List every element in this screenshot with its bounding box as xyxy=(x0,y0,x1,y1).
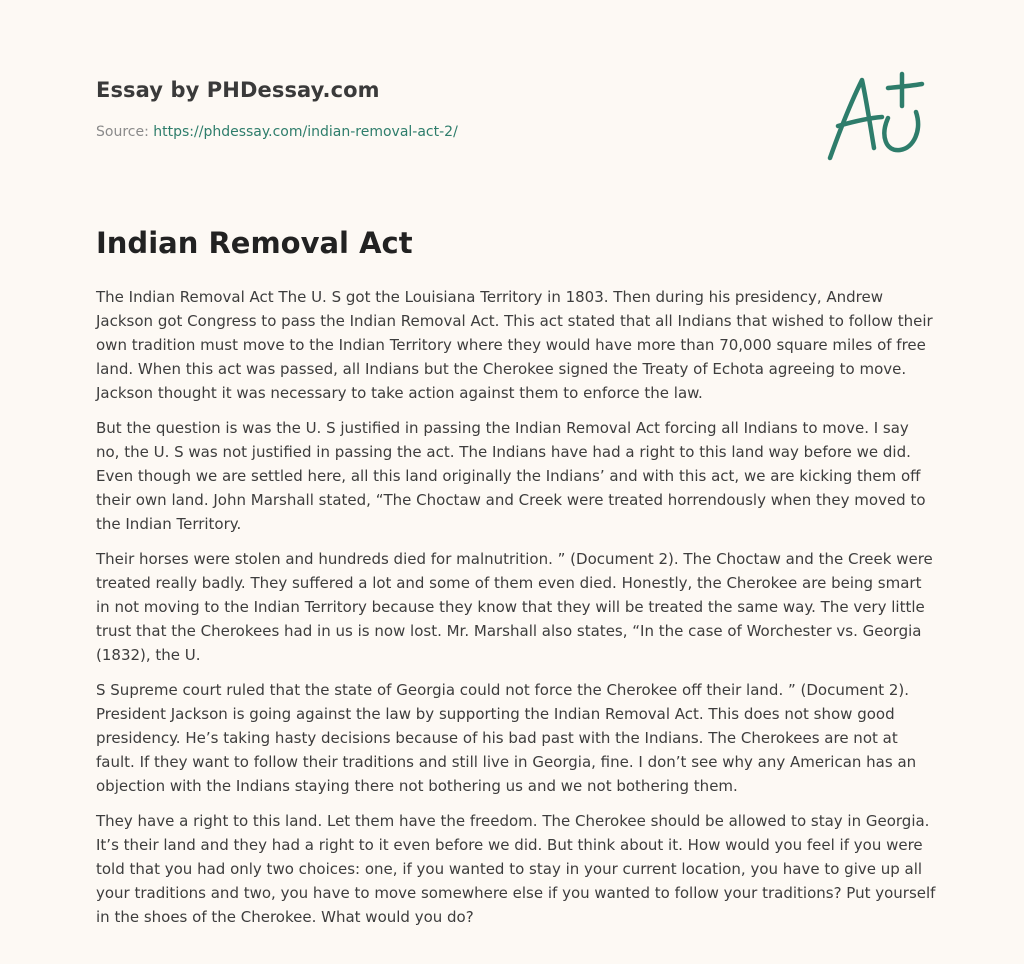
essay-paragraph: But the question is was the U. S justified in passing the Indian Removal Act forcing all Indians to move. I say no, the U. S was not justified in passing the act. The Indians have had a right to this land way before we did. Even though we are settled here, all this land originally the Indians’ and with this act, we are kicking them off their own land. John Marshall stated, “The Choctaw and Creek were treated horrendously when they moved to the Indian Territory. xyxy=(96,419,926,533)
essay-body xyxy=(96,285,936,940)
essay-title: Indian Removal Act xyxy=(96,226,413,260)
essay-paragraph: They have a right to this land. Let them have the freedom. The Cherokee should be allowed to stay in Georgia. It’s their land and they had a right to it even before we did. But think about it. How would you feel if you were told that you had only two choices: one, if you wanted to stay in your current location, you have to give up all your traditions and two, you have to move somewhere else if you wanted to follow your traditions? Put yourself in the shoes of the Cherokee. What would you do? xyxy=(96,812,936,926)
essay-paragraph: S Supreme court ruled that the state of Georgia could not force the Cherokee off their land. ” (Document 2). President Jackson is going against the law by supporting the Indian Removal Act. This does not show good presidency. He’s taking hasty decisions because of his bad past with the Indians. The Cherokees are not at fault. If they want to follow their traditions and still live in Georgia, fine. I don’t see why any American has an objection with the Indians staying there not bothering us and we not bothering them. xyxy=(96,681,917,795)
essay-paragraph: Their horses were stolen and hundreds died for malnutrition. ” (Document 2). The Choctaw and the Creek were treated really badly. They suffered a lot and some of them even died. Honestly, the Cherokee are being smart in not moving to the Indian Territory because they know that they will be treated the same way. The very little trust that the Cherokees had in us is now lost. Mr. Marshall also states, “In the case of Worchester vs. Georgia (1832), the U. xyxy=(96,550,933,664)
site-title: Essay by PHDessay.com xyxy=(96,78,380,102)
source-link[interactable]: https://phdessay.com/indian-removal-act-2/ xyxy=(153,124,458,140)
source-label: Source: xyxy=(96,124,149,140)
source-line xyxy=(96,124,458,140)
a-plus-grade-icon xyxy=(822,70,928,166)
essay-paragraph: The Indian Removal Act The U. S got the Louisiana Territory in 1803. Then during his presidency, Andrew Jackson got Congress to pass the Indian Removal Act. This act stated that all Indians that wished to follow their own tradition must move to the Indian Territory where they would have more than 70,000 square miles of free land. When this act was passed, all Indians but the Cherokee signed the Treaty of Echota agreeing to move. Jackson thought it was necessary to take action against them to enforce the law. xyxy=(96,288,933,402)
